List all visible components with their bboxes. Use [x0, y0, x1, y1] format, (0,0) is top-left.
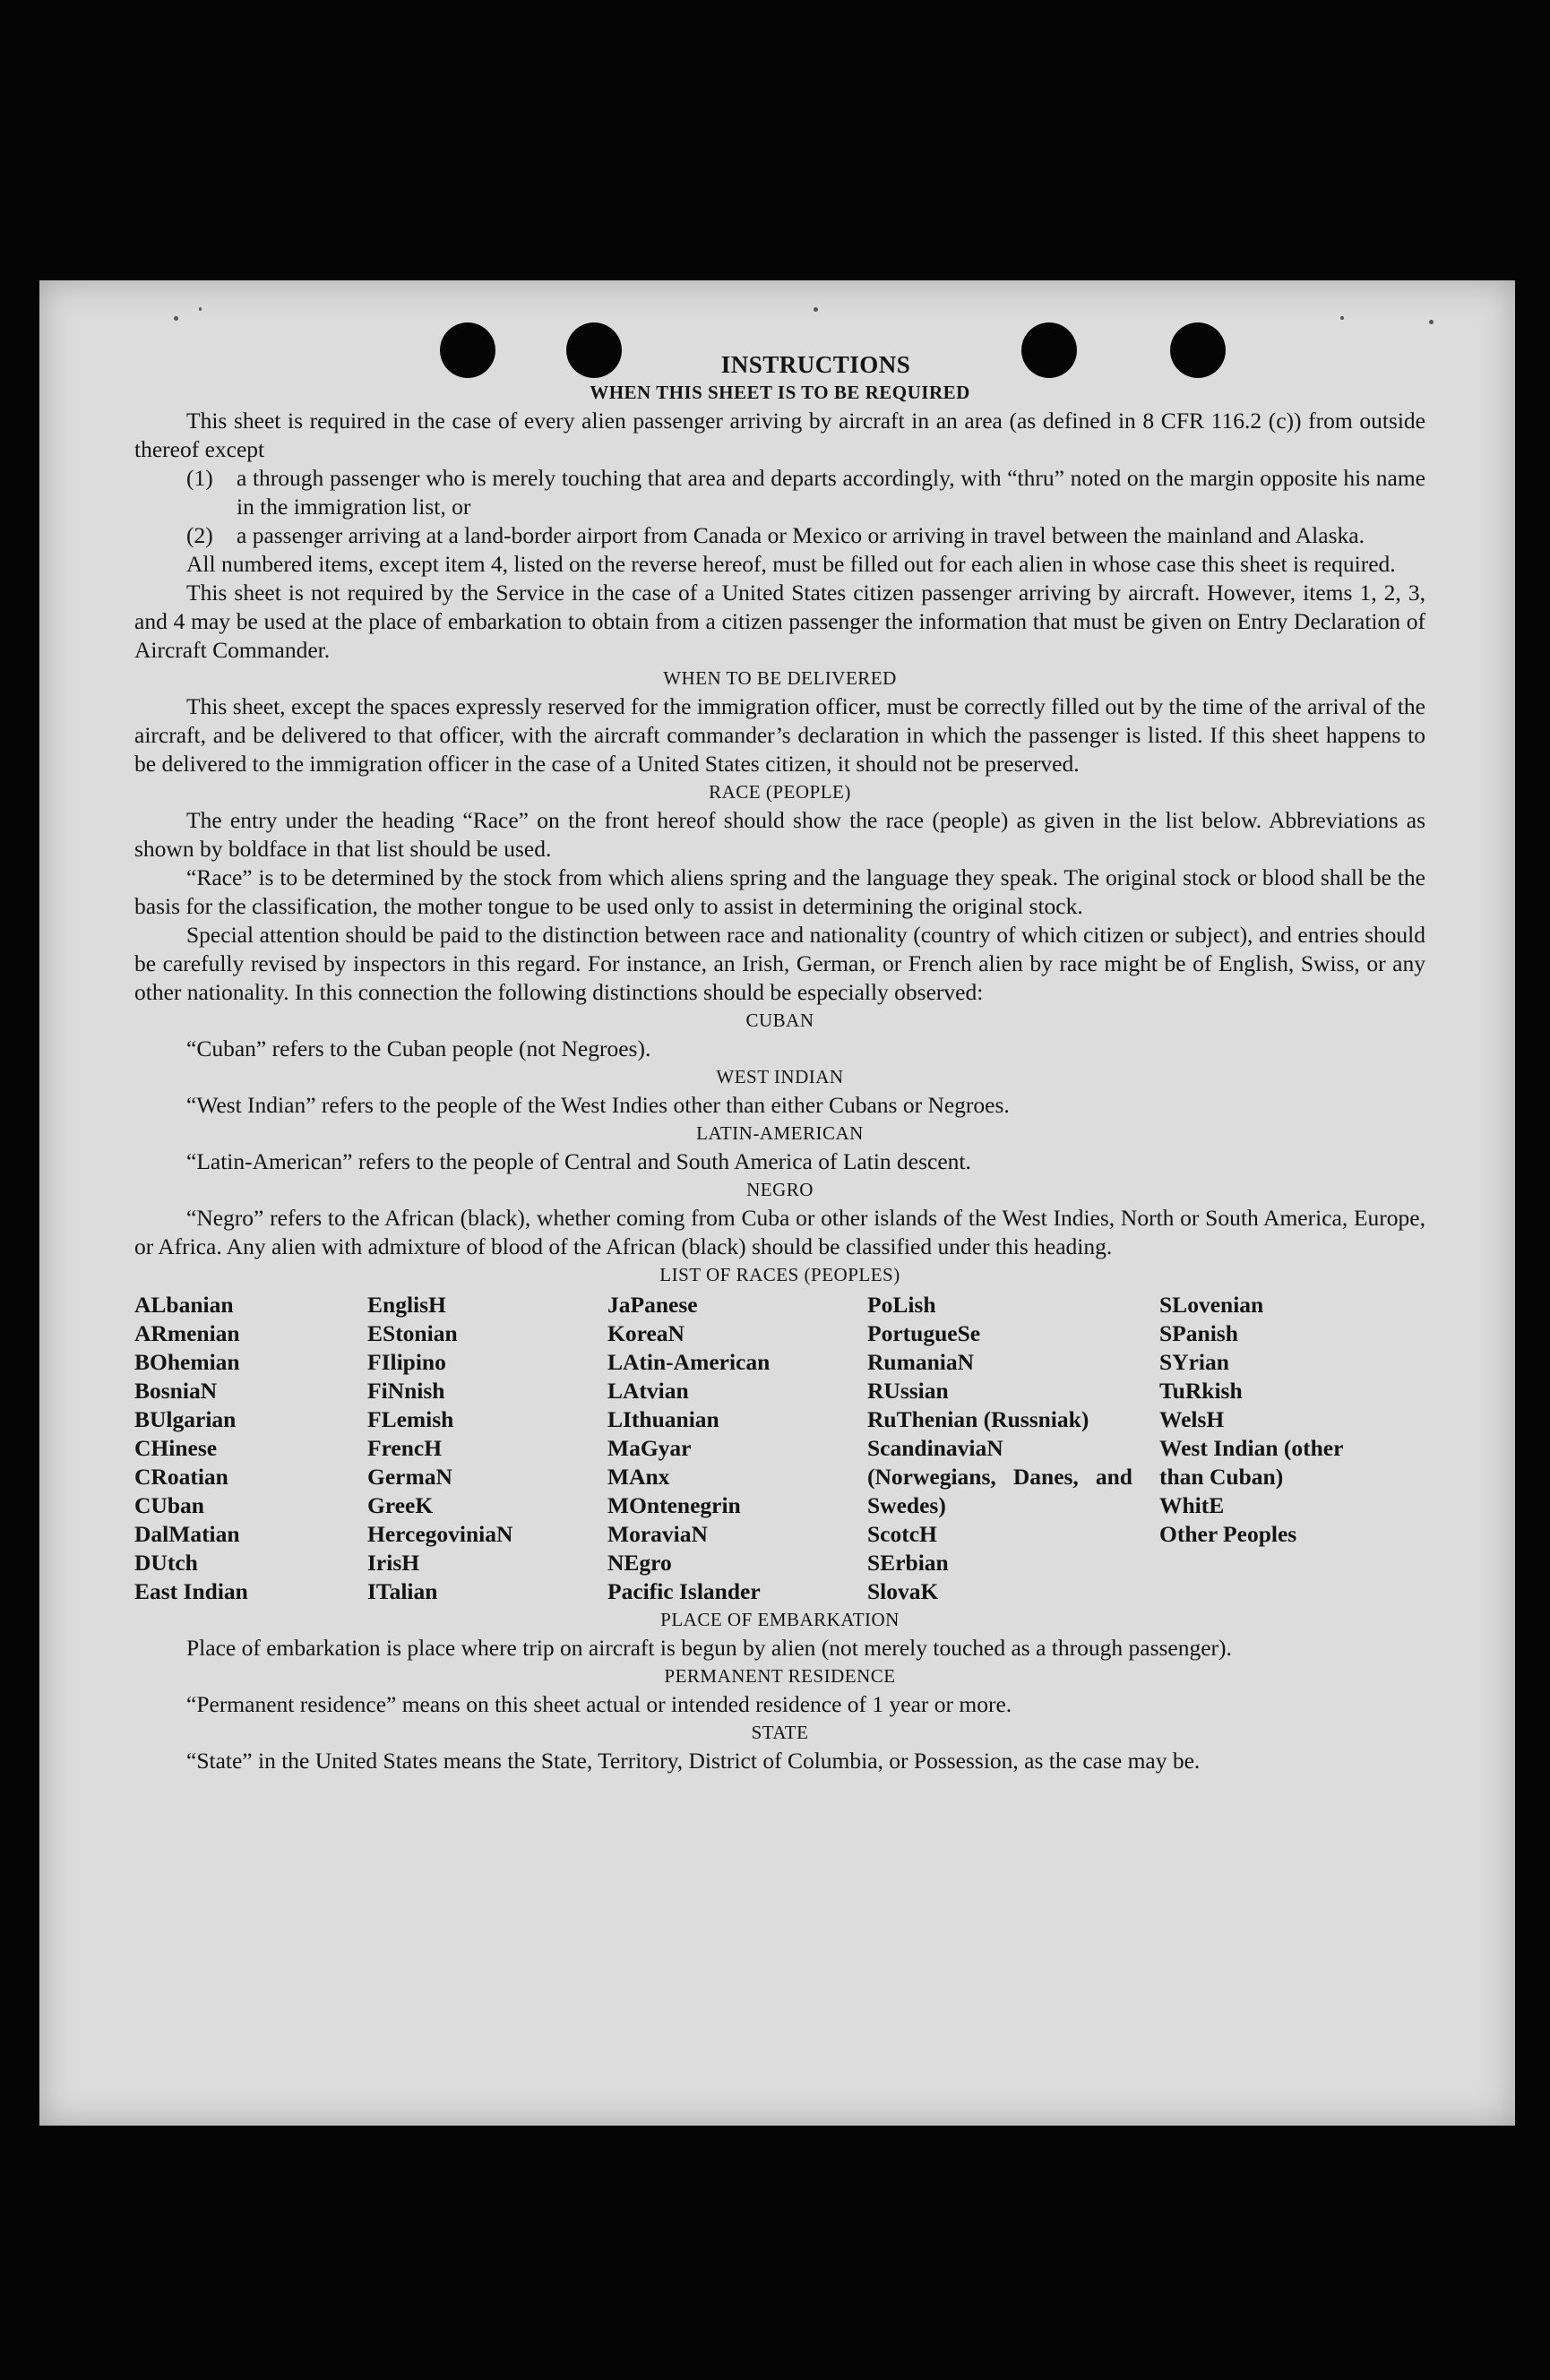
race-entry: WhitE — [1159, 1492, 1225, 1518]
race-entry: Pacific Islander — [607, 1578, 761, 1604]
section-heading: RACE (PEOPLE) — [709, 781, 851, 803]
section-heading: WEST INDIAN — [716, 1066, 844, 1087]
race-entry: MoraviaN — [607, 1521, 708, 1547]
item-number: (1) — [186, 465, 213, 491]
speck — [1429, 320, 1434, 324]
race-entry: GermaN — [367, 1464, 452, 1490]
race-entry: SLovenian — [1159, 1292, 1264, 1318]
race-entry: GreeK — [367, 1492, 434, 1518]
race-entry: MOntenegrin — [607, 1492, 741, 1518]
race-entry: LAtin-American — [607, 1349, 771, 1375]
instructions-text — [134, 350, 1425, 1775]
race-entry: CRoatian — [134, 1464, 228, 1490]
race-entry: FiNnish — [367, 1378, 445, 1404]
section-heading: CUBAN — [745, 1010, 814, 1031]
paragraph: “Negro” refers to the African (black), whether coming from Cuba or other islands of the West Indies, North or South America, Europe, or Africa. Any alien with admixture of blood of the African (black) should be classified under this heading. — [134, 1205, 1425, 1259]
race-entry: SErbian — [867, 1550, 949, 1576]
race-entry: TuRkish — [1159, 1378, 1243, 1404]
list-item — [186, 521, 1425, 550]
section-heading: LATIN-AMERICAN — [696, 1122, 864, 1144]
page-title: INSTRUCTIONS — [720, 351, 911, 378]
races-column — [367, 1291, 607, 1606]
paragraph: This sheet is not required by the Service in the case of a United States citizen passenger arriving by aircraft. However, items 1, 2, 3, and 4 may be used at the place of embarkation to obtain from a citizen passenger the information that must be given on Entry Declaration of Aircraft Commander. — [134, 580, 1425, 663]
race-entry: LAtvian — [607, 1378, 689, 1404]
race-entry: CUban — [134, 1492, 204, 1518]
race-entry: MAnx — [607, 1464, 670, 1490]
race-entry: NEgro — [607, 1550, 672, 1576]
race-entry: RUssian — [867, 1378, 949, 1404]
section-heading: WHEN THIS SHEET IS TO BE REQUIRED — [590, 382, 970, 403]
paragraph: Place of embarkation is place where trip on aircraft is begun by alien (not merely touched as a through passenger). — [186, 1635, 1232, 1661]
paragraph: “Cuban” refers to the Cuban people (not Negroes). — [186, 1035, 651, 1061]
race-entry: PortugueSe — [867, 1320, 981, 1346]
paragraph: “Permanent residence” means on this sheet actual or intended residence of 1 year or more. — [186, 1691, 1012, 1717]
document-sheet — [39, 280, 1515, 2126]
race-entry: MaGyar — [607, 1435, 692, 1461]
race-entry: SlovaK — [867, 1578, 939, 1604]
section-heading: STATE — [751, 1722, 809, 1743]
races-column — [1159, 1291, 1392, 1606]
race-entry: SPanish — [1159, 1320, 1238, 1346]
race-entry: FLemish — [367, 1406, 454, 1432]
paragraph: “Latin-American” refers to the people of Central and South America of Latin descent. — [186, 1148, 971, 1174]
races-column — [867, 1291, 1132, 1606]
speck — [174, 316, 178, 321]
race-entry: ITalian — [367, 1578, 438, 1604]
paragraph: This sheet is required in the case of every alien passenger arriving by aircraft in an area (as defined in 8 CFR 116.2 (c)) from outside thereof except — [134, 408, 1425, 462]
paragraph: “State” in the United States means the State, Territory, District of Columbia, or Possession, as the case may be. — [186, 1748, 1201, 1774]
races-column — [134, 1291, 367, 1606]
race-entry: ARmenian — [134, 1320, 240, 1346]
speck — [1340, 316, 1344, 320]
race-entry: ALbanian — [134, 1292, 234, 1318]
races-list — [134, 1291, 1425, 1606]
section-heading: NEGRO — [746, 1179, 814, 1200]
race-entry: ScandinaviaN (Norwegians, Danes, and Swedes) — [867, 1435, 1132, 1518]
paragraph: This sheet, except the spaces expressly reserved for the immigration officer, must be correctly filled out by the time of the arrival of the aircraft, and be delivered to that officer, with the aircraft commander’s declaration in which the passenger is listed. If this sheet happens to be delivered to the immigration officer in the case of a United States citizen, it should not be preserved. — [134, 693, 1425, 777]
race-entry: SYrian — [1159, 1349, 1229, 1375]
race-entry: IrisH — [367, 1550, 420, 1576]
race-entry: BUlgarian — [134, 1406, 237, 1432]
race-entry: Other Peoples — [1159, 1521, 1297, 1547]
race-entry: EStonian — [367, 1320, 458, 1346]
race-entry: West Indian (other than Cuban) — [1159, 1435, 1343, 1490]
race-entry: RuThenian (Russniak) — [867, 1406, 1089, 1432]
paragraph: “Race” is to be determined by the stock from which aliens spring and the language they speak. The original stock or blood shall be the basis for the classification, the mother tongue to be used only to assist in determining the original stock. — [134, 864, 1425, 919]
race-entry: CHinese — [134, 1435, 218, 1461]
paragraph: Special attention should be paid to the distinction between race and nationality (country of which citizen or subject), and entries should be carefully revised by inspectors in this regard. For instance, an Irish, German, or French alien by race might be of English, Swiss, or any other nationality. In this connection the following distinctions should be especially observed: — [134, 922, 1425, 1005]
section-heading: WHEN TO BE DELIVERED — [663, 667, 897, 689]
section-heading: PERMANENT RESIDENCE — [664, 1665, 896, 1687]
item-number: (2) — [186, 522, 213, 548]
race-entry: KoreaN — [607, 1320, 685, 1346]
item-text: a through passenger who is merely touching that area and departs accordingly, with “thru” noted on the margin opposite his name in the immigration list, or — [237, 465, 1425, 520]
race-entry: DUtch — [134, 1550, 198, 1576]
speck — [814, 307, 818, 312]
race-entry: FIlipino — [367, 1349, 446, 1375]
paragraph: The entry under the heading “Race” on the front hereof should show the race (people) as given in the list below. Abbreviations as shown by boldface in that list should be used. — [134, 807, 1425, 862]
race-entry: FrencH — [367, 1435, 443, 1461]
race-entry: HercegoviniaN — [367, 1521, 513, 1547]
race-entry: LIthuanian — [607, 1406, 719, 1432]
race-entry: DalMatian — [134, 1521, 240, 1547]
race-entry: BOhemian — [134, 1349, 240, 1375]
section-heading: LIST OF RACES (PEOPLES) — [659, 1264, 900, 1285]
section-heading: PLACE OF EMBARKATION — [660, 1609, 900, 1630]
race-entry: WelsH — [1159, 1406, 1225, 1432]
race-entry: PoLish — [867, 1292, 936, 1318]
list-item — [186, 464, 1425, 521]
race-entry: EnglisH — [367, 1292, 446, 1318]
item-text: a passenger arriving at a land-border airport from Canada or Mexico or arriving in travel between the mainland and Alaska. — [237, 522, 1365, 548]
race-entry: ScotcH — [867, 1521, 937, 1547]
race-entry: JaPanese — [607, 1292, 698, 1318]
race-entry: BosniaN — [134, 1378, 218, 1404]
race-entry: RumaniaN — [867, 1349, 975, 1375]
paragraph: “West Indian” refers to the people of the West Indies other than either Cubans or Negroes. — [186, 1092, 1010, 1118]
race-entry: East Indian — [134, 1578, 248, 1604]
speck — [199, 307, 202, 311]
paragraph: All numbered items, except item 4, listed on the reverse hereof, must be filled out for each alien in whose case this sheet is required. — [186, 551, 1396, 577]
races-column — [607, 1291, 867, 1606]
